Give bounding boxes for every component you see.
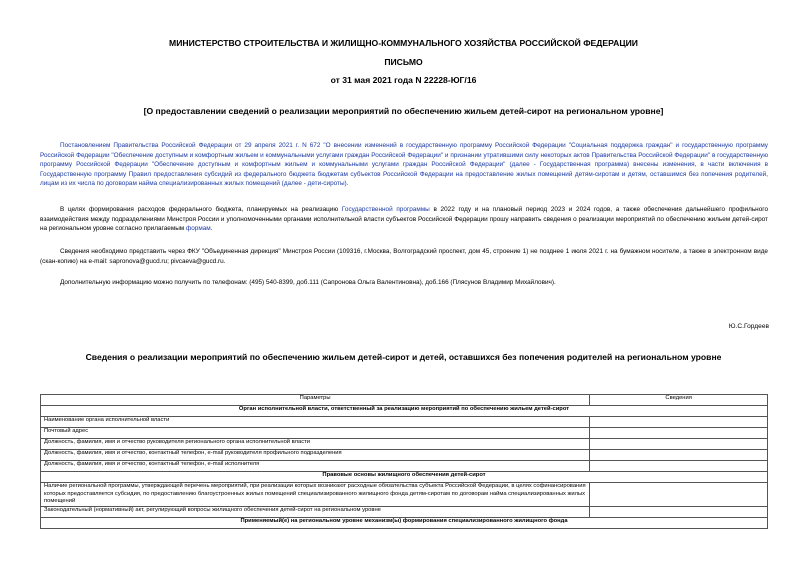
- doc-subject: [О предоставлении сведений о реализации мероприятий по обеспечению жильем детей-сирот на региональном уровне]: [143, 106, 664, 116]
- param-cell: Законодательный (нормативный) акт, регулирующий вопросы жилищного обеспечения детей-сирот на региональном уровне: [41, 506, 590, 517]
- param-cell: Должность, фамилия, имя и отчество руководителя регионального органа исполнительной власти: [41, 439, 590, 450]
- doc-date: от 31 мая 2021 года N 22228-ЮГ/16: [330, 75, 477, 85]
- form-table: [40, 394, 768, 529]
- forms-link[interactable]: формам: [185, 225, 211, 233]
- paragraph-2-text-b: в 2022 году и на плановый период 2023 и 2024 годов, а также обеспечения дальнейшего профильного взаимодействия между подразделениями Минстроя России и уполномоченными органами исполнительной власти субъектов Российской Федерации прошу направить сведения о реализации мероприятий по обеспечению жильем детей-сирот на региональном уровне согласно прилагаемым: [40, 206, 769, 233]
- section-title: Правовые основы жилищного обеспечения детей-сирот: [41, 472, 768, 483]
- table-row: [41, 506, 768, 517]
- info-cell[interactable]: [590, 450, 768, 461]
- param-cell: Почтовый адрес: [41, 428, 590, 439]
- paragraph-2-text-a: В целях формирования расходов федерального бюджета, планируемых на реализацию: [60, 206, 342, 213]
- info-cell[interactable]: [590, 506, 768, 517]
- info-cell[interactable]: [590, 483, 768, 507]
- table-row: [41, 417, 768, 428]
- table-header-row: [41, 395, 768, 406]
- col-header-params: Параметры: [41, 395, 590, 406]
- state-program-link[interactable]: Государственной программы: [341, 206, 430, 213]
- param-cell: Должность, фамилия, имя и отчество, контактный телефон, e-mail исполнителя: [41, 461, 590, 472]
- info-cell[interactable]: [590, 417, 768, 428]
- info-cell[interactable]: [590, 428, 768, 439]
- paragraph-3: Сведения необходимо представить через ФКУ "Объединенная дирекция" Минстроя России (109316, г.Москва, Волгоградский проспект, дом 45, строение 1) не позднее 1 июля 2021 г. на бумажном носителе, а также в электронном виде (скан-копию) на e-mail: sapronova@gucd.ru; pivcaeva@gucd.ru.: [40, 248, 768, 265]
- col-header-info: Сведения: [590, 395, 768, 406]
- section-row: [41, 472, 768, 483]
- info-cell[interactable]: [590, 439, 768, 450]
- section-row: [41, 406, 768, 417]
- paragraph-4: Дополнительную информацию можно получить по телефонам: (495) 540-8399, доб.111 (Сапронова Ольга Валентиновна), доб.166 (Плясунов Владимир Михайлович).: [60, 279, 556, 286]
- info-cell[interactable]: [590, 461, 768, 472]
- table-row: [41, 483, 768, 507]
- table-row: [41, 428, 768, 439]
- table-row: [41, 461, 768, 472]
- param-cell: Наличие региональной программы, утверждающей перечень мероприятий, при реализации которых возникают расходные обязательства субъекта Российской Федерации, в целях софинансирования которых предоставляется субсидия, по предоставлению благоустроенных жилых помещений специализированного жилищного фонда детям-сиротам по договорам найма специализированных жилых помещений: [41, 483, 590, 507]
- section-title: Применяемый(е) на региональном уровне механизм(ы) формирования специализированного жилищного фонда: [41, 517, 768, 528]
- table-row: [41, 439, 768, 450]
- table-row: [41, 450, 768, 461]
- paragraph-2-text-c: .: [210, 225, 213, 233]
- section-title: Орган исполнительной власти, ответственный за реализацию мероприятий по обеспечению жильем детей-сирот: [41, 406, 768, 417]
- signature: Ю.С.Гордеев: [728, 323, 769, 330]
- form-title: Сведения о реализации мероприятий по обеспечению жильем детей-сирот и детей, оставшихся без попечения родителей на региональном уровне: [85, 352, 722, 362]
- param-cell: Должность, фамилия, имя и отчество, контактный телефон, e-mail руководителя профильного подразделения: [41, 450, 590, 461]
- ministry-title: МИНИСТЕРСТВО СТРОИТЕЛЬСТВА И ЖИЛИЩНО-КОММУНАЛЬНОГО ХОЗЯЙСТВА РОССИЙСКОЙ ФЕДЕРАЦИИ: [169, 38, 638, 48]
- section-row: [41, 517, 768, 528]
- paragraph-1: Постановлением Правительства Российской Федерации от 29 апреля 2021 г. N 672 "О внесении изменений в государственную программу Российской Федерации "Социальная поддержка граждан" и государственную программу Российской Федерации "Обеспечение доступным и комфортным жильем и коммунальными услугами граждан Российской Федерации" и признании утратившими силу некоторых актов Правительства Российской Федерации" в государственную программу Российской Федерации "Обеспечение доступным и комфортным жильем и коммунальными услугами граждан Российской Федерации" (далее - Государственная программа) внесены изменения, в части включения в Государственную программу Правил предоставления субсидий из федерального бюджета бюджетам субъектов Российской Федерации на предоставление жилых помещений детям-сиротам и детям, оставшимся без попечения родителей, лицам из их числа по договорам найма специализированных жилых помещений (далее - дети-сироты).: [40, 142, 768, 188]
- paragraph-2: [40, 205, 768, 234]
- param-cell: Наименование органа исполнительной власти: [41, 417, 590, 428]
- doc-type: ПИСЬМО: [384, 57, 423, 67]
